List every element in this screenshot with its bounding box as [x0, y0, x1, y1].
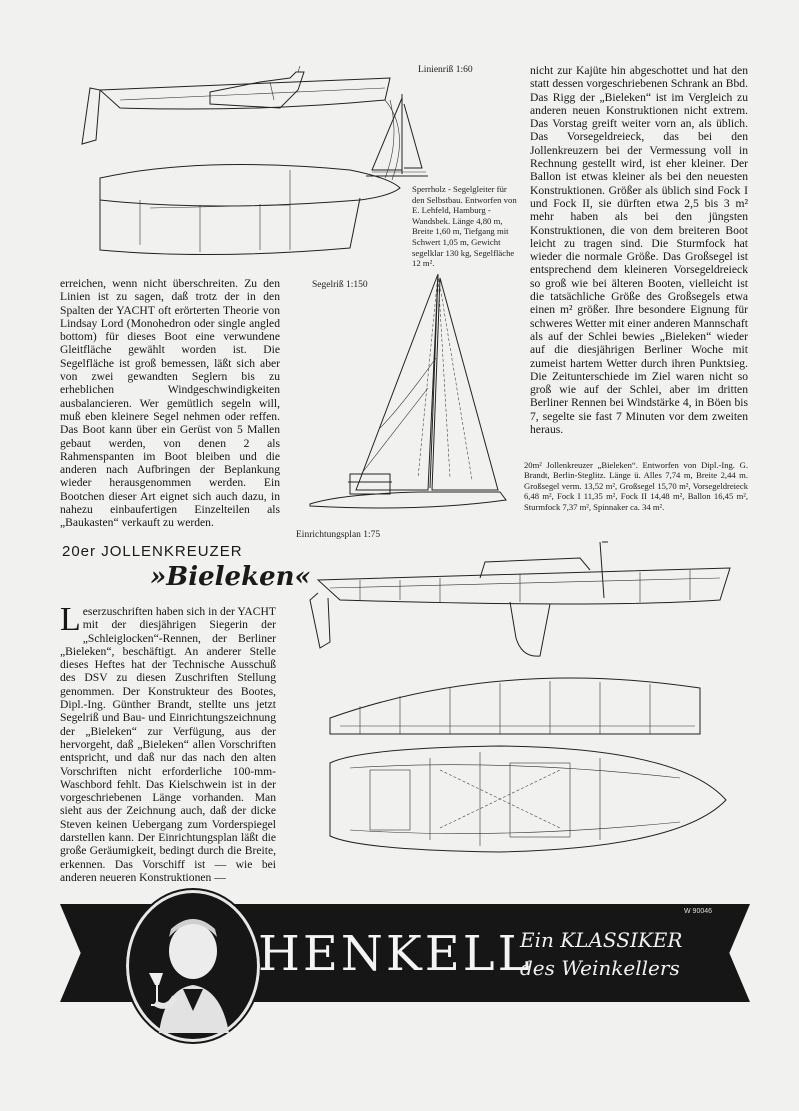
article-dropcap: L	[60, 601, 81, 638]
article-heading-top: 20er JOLLENKREUZER	[62, 543, 243, 560]
small-sail-sketch	[362, 92, 432, 182]
bieleken-caption: 20m² Jollenkreuzer „Bieleken“. Entworfen von Dipl.-Ing. G. Brandt, Berlin-Steglitz. Länge ü. Alles 7,74 m, Breite 2,44 m. Großsegel verm. 13,52 m², Großsegel 15,70 m², Vorsegeldreieck 6,48 m², Fock I 11,35 m², Fock II 14,48 m², Ballon 16,45 m², Sturmfock 7,37 m², Spinnaker ca. 34 m².	[524, 460, 748, 512]
right-column-text	[530, 64, 748, 436]
einrichtungsplan-drawing	[300, 538, 740, 868]
ad-slogan-line2: des Weinkellers	[520, 956, 680, 980]
segelriss-drawing	[300, 268, 510, 518]
article-heading-name: »Bieleken«	[150, 562, 311, 592]
article-paragraph: eserzuschriften haben sich in der YACHT mit der diesjährigen Siegerin der „Schleiglocken“-Rennen, der Berliner „Bieleken“, beschäftigt. An anderer Stelle dieses Heftes hat der Technische Ausschuß des DSV zu diesen Zuschriften Stellung genommen. Der Konstrukteur des Bootes, Dipl.-Ing. Günther Brandt, stellte uns jetzt Segelriß und Bau- und Einrichtungszeichnung der „Bieleken“ zur Verfügung, aus der hervorgeht, daß „Bieleken“ allen Vorschriften entspricht, und daß nur das nach den alten Vorschriften nicht erforderliche 100-mm-Waschbord fehlt. Das Kielschwein ist in der vorgeschriebenen Länge vorhanden. Man sieht aus der Zeichnung auch, daß der dicke Steven keinen Uebergang zum Vorderspiegel darstellen kann. Der Einrichtungsplan läßt die große Geräumigkeit, bedingt durch die Breite, erkennen. Das Vorschiff ist — wie bei anderen neueren Konstruktionen —	[60, 605, 276, 884]
small-boat-caption: Sperrholz - Segelgleiter für den Selbstbau. Entworfen von E. Lehfeld, Hamburg - Wandsbek. Länge 4,80 m, Breite 1,60 m, Tiefgang mit Schwert 1,05 m, Gewicht segelklar 130 kg, Segelfläche 12 m².	[412, 184, 517, 269]
ad-code: W 90046	[684, 908, 713, 915]
right-paragraph: nicht zur Kajüte hin abgeschottet und hat den statt dessen vorgeschriebenen Schrank an Bbd. Das Rigg der „Bieleken“ ist im Vergleich zu anderen neuen Konstruktionen nicht extrem. Das Vorstag greift weiter vorn an, als üblich. Das Vorsegeldreieck, das bei den Jollenkreuzern bei der Vermessung voll in Rechnung gestellt wird, ist eher kleiner. Der Ballon ist etwas kleiner als bei den neuesten Konstruktionen. Größer als üblich sind Fock I und Fock II, sie dürften etwa 2,5 bis 3 m² mehr haben als bei den jüngsten Konstruktionen, die von dem breiteren Boot leicht zu tragen sind. Die Sturmfock hat wieder die normale Größe. Das Großsegel ist entsprechend dem kleineren Vorsegeldreieck so groß wie bei älteren Booten, vielleicht ist die tatsächliche Größe des Großsegels etwa einen m² größer. Ihre besondere Eignung für schweres Wetter mit einer anderen Mannschaft als auf der Schlei bewies „Bieleken“ wieder auf die diesjährigen Berliner Woche mit zumeist hartem Wetter durch ihren Punktsieg. Die Zeitunterschiede im Ziel waren nicht so groß wie auf der Schlei, aber im dritten Berliner Rennen bei Windstärke 4, in Böen bis 7, segelte sie fast 7 Minuten vor dem zweiten heraus.	[530, 64, 748, 437]
ad-brand: HENKELL	[258, 926, 533, 982]
article-text	[60, 601, 276, 884]
left-column-text	[60, 277, 280, 530]
einrichtung-label: Einrichtungsplan 1:75	[296, 530, 381, 540]
left-paragraph: erreichen, wenn nicht überschreiten. Zu den Linien ist zu sagen, daß trotz der in den Spalten der YACHT oft erörterten Theorie von Lindsay Lord (Monohedron oder single angled bottom) für dieses Boot eine verwundene Gleitfläche gewählt worden ist. Die Segelfläche ist groß bemessen, läßt sich aber von zwei gewandten Seglern bis zu erheblichen Windgeschwindigkeiten ausbalancieren. Wer gemütlich segeln will, muß eben kleinere Segel nehmen oder reffen. Das Boot kann über ein Gerüst von 5 Mallen gebaut werden, von denen 2 als Rahmenspanten im Boot bleiben und die anderen nach Aufbringen der Beplankung wieder herausgenommen werden. Ein Bootchen dieser Art eignet sich auch dazu, in nahezu einbaufertigen Einzelteilen als „Baukasten“ verkauft zu werden.	[60, 277, 280, 530]
segelriss-label: Segelriß 1:150	[312, 280, 368, 290]
henkell-ad	[60, 880, 750, 1050]
linienriss-label: Linienriß 1:60	[418, 65, 473, 75]
ad-portrait-illustration	[129, 893, 257, 1039]
ad-slogan-line1: Ein KLASSIKER	[520, 928, 683, 952]
ad-portrait-oval	[126, 890, 260, 1042]
